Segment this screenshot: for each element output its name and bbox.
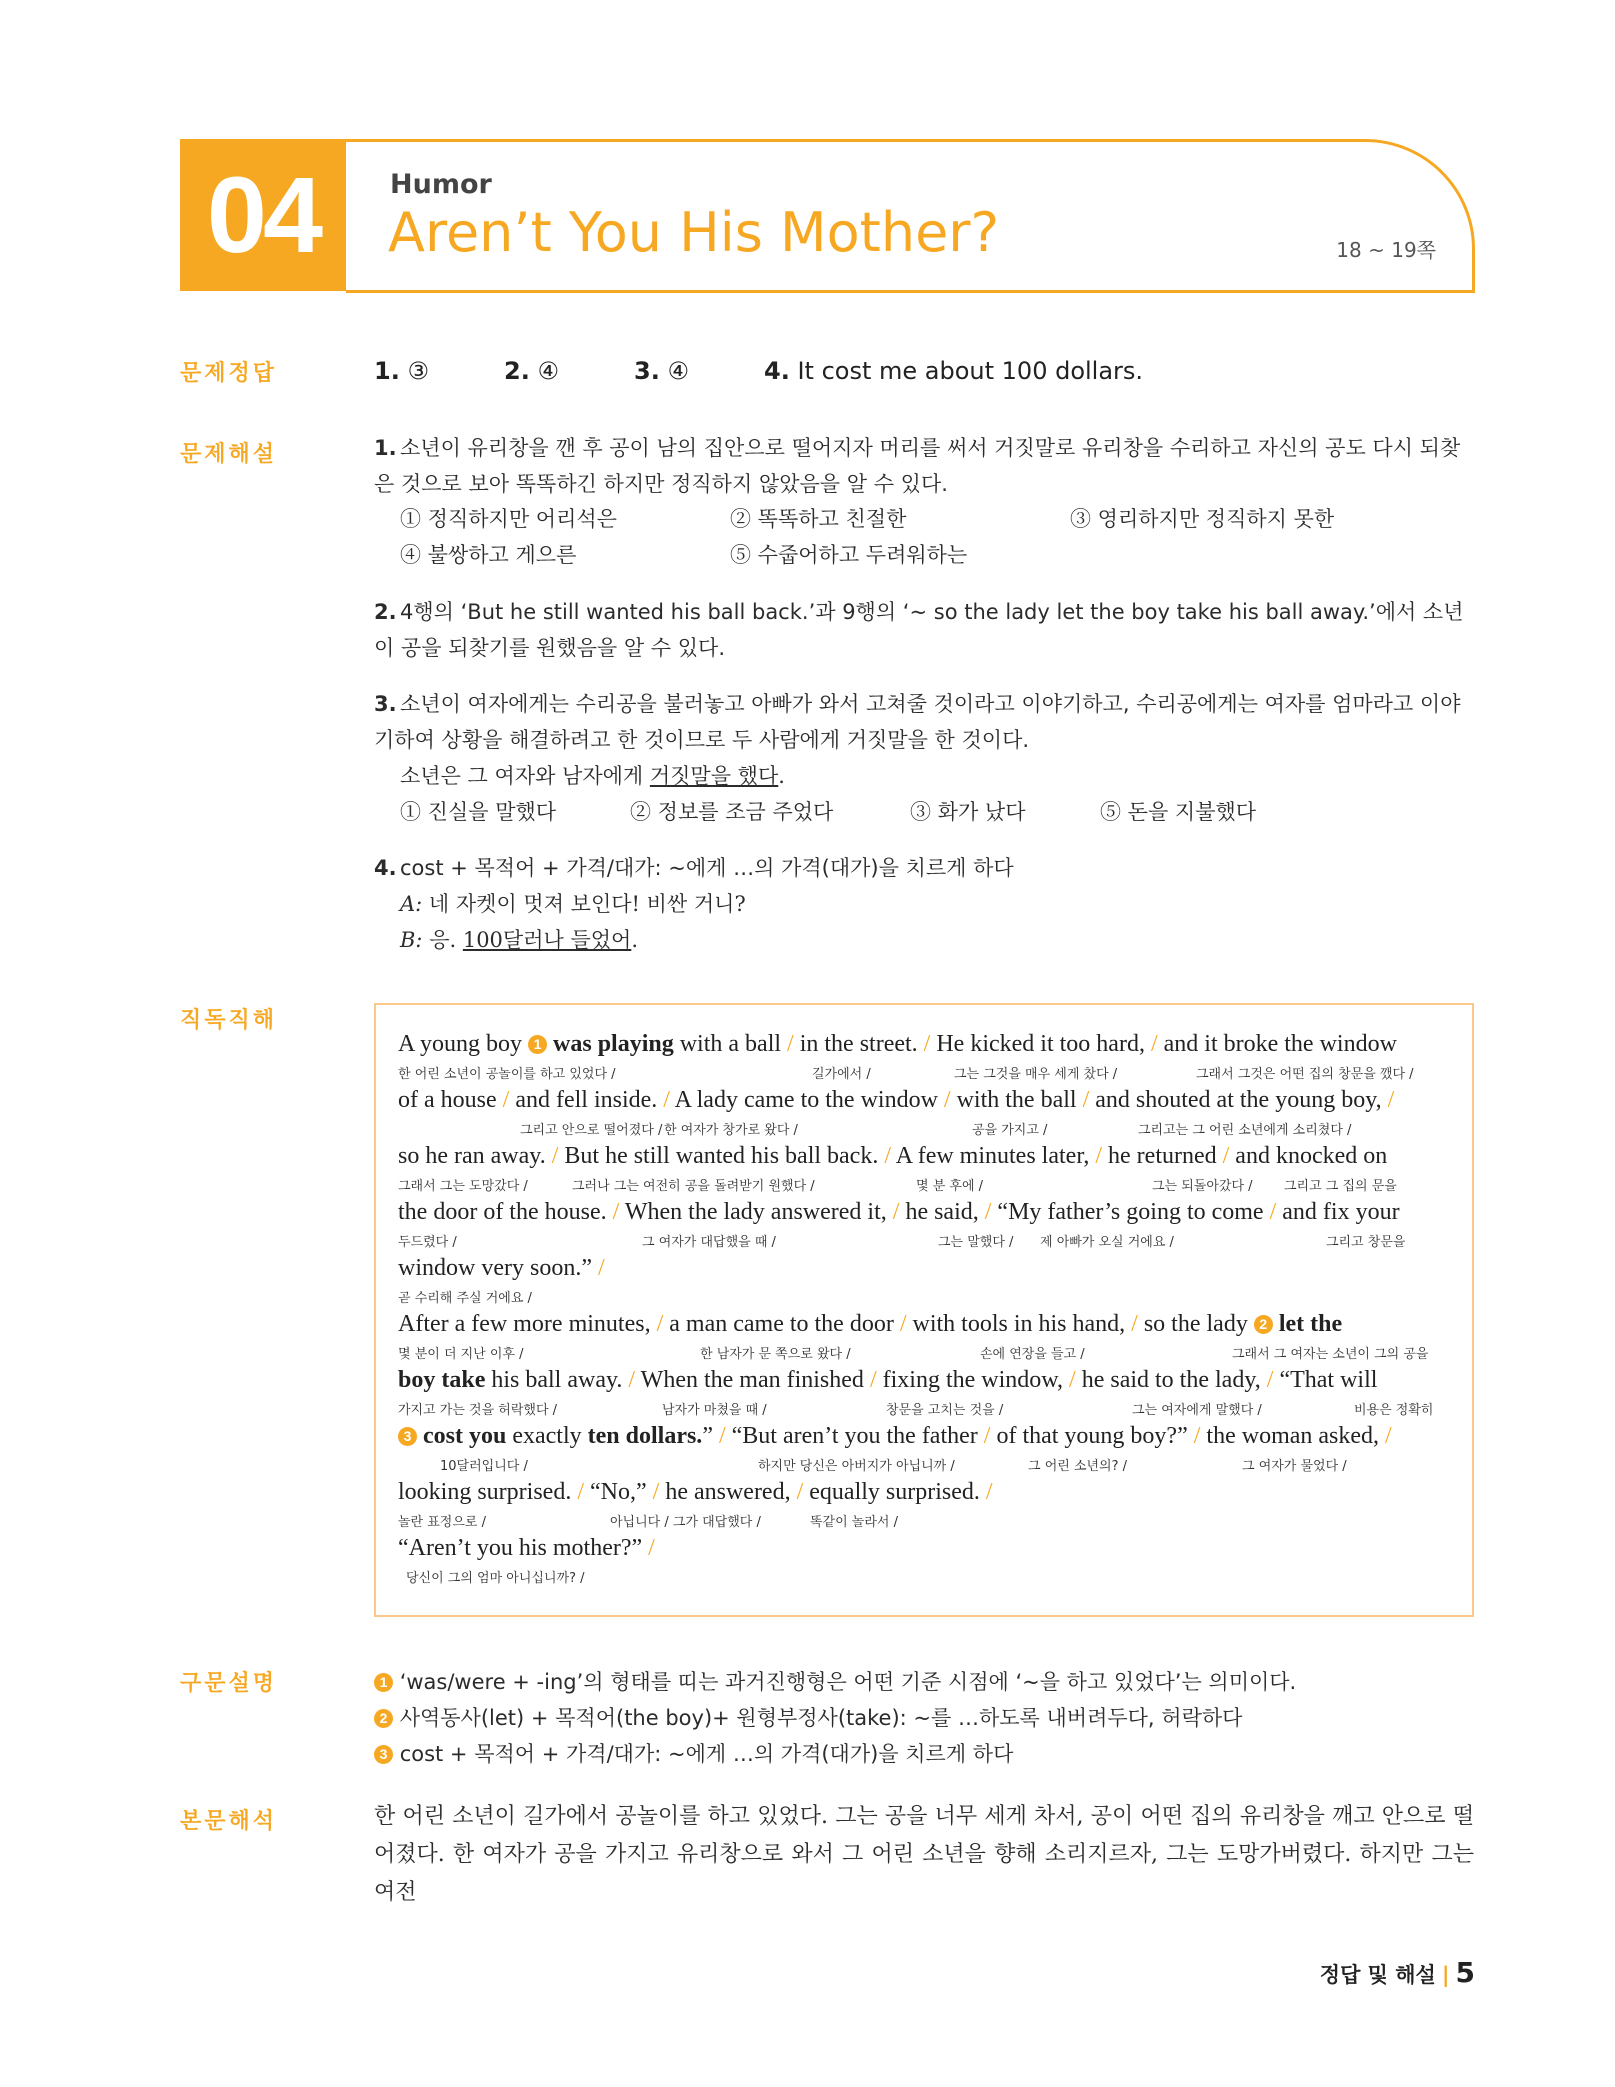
option: ④ 불쌍하고 게으른 [400,543,577,567]
answer-4: 4. It cost me about 100 dollars. [764,357,1144,385]
gloss: 몇 분 후에 / [916,1179,984,1194]
gloss: 하지만 당신은 아버지가 아닙니까 / [758,1459,955,1474]
gloss: 그 어린 소년의? / [1028,1459,1128,1474]
gloss: 그러나 그는 여전히 공을 돌려받기 원했다 / [572,1179,815,1194]
page-reference: 18 ~ 19쪽 [1336,238,1436,262]
option: ⑤ 돈을 지불했다 [1100,800,1257,824]
reading-line-2: of a house / and fell inside. / A lady came to the window / with the ball / and shouted at the young boy, / [398,1087,1395,1113]
gloss: 남자가 마쳤을 때 / [662,1403,767,1418]
reading-line-7: boy take his ball away. / When the man finished / fixing the window, / he said to the lady, / “That will [398,1367,1378,1393]
option: ③ 화가 났다 [910,800,1026,824]
gloss: 두드렸다 / [398,1235,457,1250]
gloss: 곧 수리해 주실 거에요 / [398,1291,532,1306]
gloss: 그리고 안으로 떨어졌다 / [520,1123,663,1138]
gloss: 몇 분이 더 지난 이후 / [398,1347,524,1362]
explanation-4: 4. cost + 목적어 + 가격/대가: ~에게 …의 가격(대가)을 치르게 하다 A: 네 자켓이 멋져 보인다! 비싼 거니? B: 응. 100달러나 들었어. [374,850,1474,958]
gloss: 그는 되돌아갔다 / [1152,1179,1253,1194]
option: ⑤ 수줍어하고 두려워하는 [730,543,968,567]
gloss: 한 어린 소년이 공놀이를 하고 있었다 / [398,1067,616,1082]
translation-text: 한 어린 소년이 길가에서 공놀이를 하고 있었다. 그는 공을 너무 세게 차서, 공이 어떤 집의 유리창을 깨고 안으로 떨어졌다. 한 여자가 공을 가지고 유리창으로 와서 그 어린 소년을 향해 소리지르자, 그는 도망가버렸다. 하지만 그는 여전 [374,1804,1474,1905]
answer-1: 1. ③ [374,357,429,385]
answer-2: 2. ④ [504,357,559,385]
dialog-b: B: 응. 100달러나 들었어. [400,928,638,952]
footer-text: 정답 및 해설 [1319,1963,1436,1987]
gloss: 그는 말했다 / [938,1235,1014,1250]
gloss: 그리고는 그 어린 소년에게 소리쳤다 / [1138,1123,1352,1138]
option: ② 똑똑하고 친절한 [730,507,907,531]
sentence: 소년은 그 여자와 남자에게 거짓말을 했다. [400,764,785,788]
grammar-note-2: 2 사역동사(let) + 목적어(the boy)+ 원형부정사(take): ~를 …하도록 내버려두다, 허락하다 [374,1702,1242,1732]
option: ① 정직하지만 어리석은 [400,507,617,531]
gloss: 그래서 그것은 어떤 집의 창문을 깼다 / [1196,1067,1414,1082]
label-translation: 본문해석 [180,1809,278,1834]
lesson-genre: Humor [390,169,492,200]
gloss: 10달러입니다 / [440,1459,528,1474]
gloss: 그는 여자에게 말했다 / [1132,1403,1262,1418]
reading-line-3: so he ran away. / But he still wanted his ball back. / A few minutes later, / he returned / and knocked on [398,1143,1388,1169]
option: ③ 영리하지만 정직하지 못한 [1070,507,1335,531]
reading-line-9: looking surprised. / “No,” / he answered, / equally surprised. / [398,1479,993,1505]
gloss: 똑같이 놀라서 / [810,1515,898,1530]
label-answers: 문제정답 [180,361,278,386]
reading-line-10: “Aren’t you his mother?” / [398,1535,655,1561]
gloss: 창문을 고치는 것을 / [886,1403,1004,1418]
gloss: 한 여자가 창가로 왔다 / [664,1123,798,1138]
label-grammar: 구문설명 [180,1671,278,1696]
reading-line-1: A young boy 1 was playing with a ball / in the street. / He kicked it too hard, / and it broke the window [398,1031,1397,1057]
reading-line-5: window very soon.” / [398,1255,605,1281]
reading-line-8: 3 cost you exactly ten dollars.” / “But aren’t you the father / of that young boy?” / the woman asked, / [398,1423,1392,1450]
explanation-2: 2. 4행의 ‘But he still wanted his ball back.’과 9행의 ‘~ so the lady let the boy take his ball away.’에서 소년이 공을 되찾기를 원했음을 알 수 있다. [374,600,1464,660]
reading-box [374,1003,1474,1617]
option: ① 진실을 말했다 [400,800,557,824]
gloss: 손에 연장을 들고 / [980,1347,1085,1362]
lesson-header [180,139,1476,291]
gloss: 아닙니다 / 그가 대답했다 / [610,1515,761,1530]
gloss: 제 아빠가 오실 거에요 / [1040,1235,1174,1250]
gloss: 그리고 그 집의 문을 [1284,1179,1397,1194]
label-reading: 직독직해 [180,1008,278,1033]
gloss: 한 남자가 문 쪽으로 왔다 / [700,1347,851,1362]
gloss: 놀란 표정으로 / [398,1515,486,1530]
gloss: 비용은 정확히 [1354,1403,1434,1418]
grammar-note-3: 3 cost + 목적어 + 가격/대가: ~에게 …의 가격(대가)을 치르게 하다 [374,1738,1013,1768]
label-explanations: 문제해설 [180,442,278,467]
explanation-3: 3. 소년이 여자에게는 수리공을 불러놓고 아빠가 와서 고쳐줄 것이라고 이야기하고, 수리공에게는 여자를 엄마라고 이야기하여 상황을 해결하려고 한 것이므로 두 사람에게 거짓말을 한 것이다. 소년은 그 여자와 남자에게 거짓말을 했다. [374,686,1474,794]
grammar-note-1: 1 ‘was/were + -ing’의 형태를 띠는 과거진행형은 어떤 기준 시점에 ‘~을 하고 있었다’는 의미이다. [374,1666,1296,1696]
lesson-number: 04 [180,139,346,291]
gloss: 그리고 창문을 [1326,1235,1406,1250]
gloss: 공을 가지고 / [972,1123,1048,1138]
gloss: 당신이 그의 엄마 아니십니까? / [406,1571,585,1586]
reading-line-6: After a few more minutes, / a man came to the door / with tools in his hand, / so the lady 2 let the [398,1311,1343,1337]
answer-3: 3. ④ [634,357,689,385]
gloss: 그래서 그 여자는 소년이 그의 공을 [1232,1347,1429,1362]
dialog-a: A: 네 자켓이 멋져 보인다! 비싼 거니? [400,892,746,916]
gloss: 그 여자가 물었다 / [1242,1459,1347,1474]
gloss: 길가에서 / [812,1067,871,1082]
page-footer: 정답 및 해설 | 5 [1319,1956,1475,1989]
gloss: 가지고 가는 것을 허락했다 / [398,1403,558,1418]
gloss: 그는 그것을 매우 세게 찼다 / [954,1067,1118,1082]
reading-line-4: the door of the house. / When the lady answered it, / he said, / “My father’s going to come / and fix your [398,1199,1400,1225]
lesson-title: Aren’t You His Mother? [388,201,1000,264]
option: ② 정보를 조금 주었다 [630,800,834,824]
explanation-1: 1. 소년이 유리창을 깬 후 공이 남의 집안으로 떨어지자 머리를 써서 거짓말로 유리창을 수리하고 자신의 공도 다시 되찾은 것으로 보아 똑똑하긴 하지만 정직하지 않았음을 알 수 있다. [374,436,1461,496]
gloss: 그 여자가 대답했을 때 / [642,1235,776,1250]
page-number: 5 [1455,1956,1475,1989]
gloss: 그래서 그는 도망갔다 / [398,1179,528,1194]
